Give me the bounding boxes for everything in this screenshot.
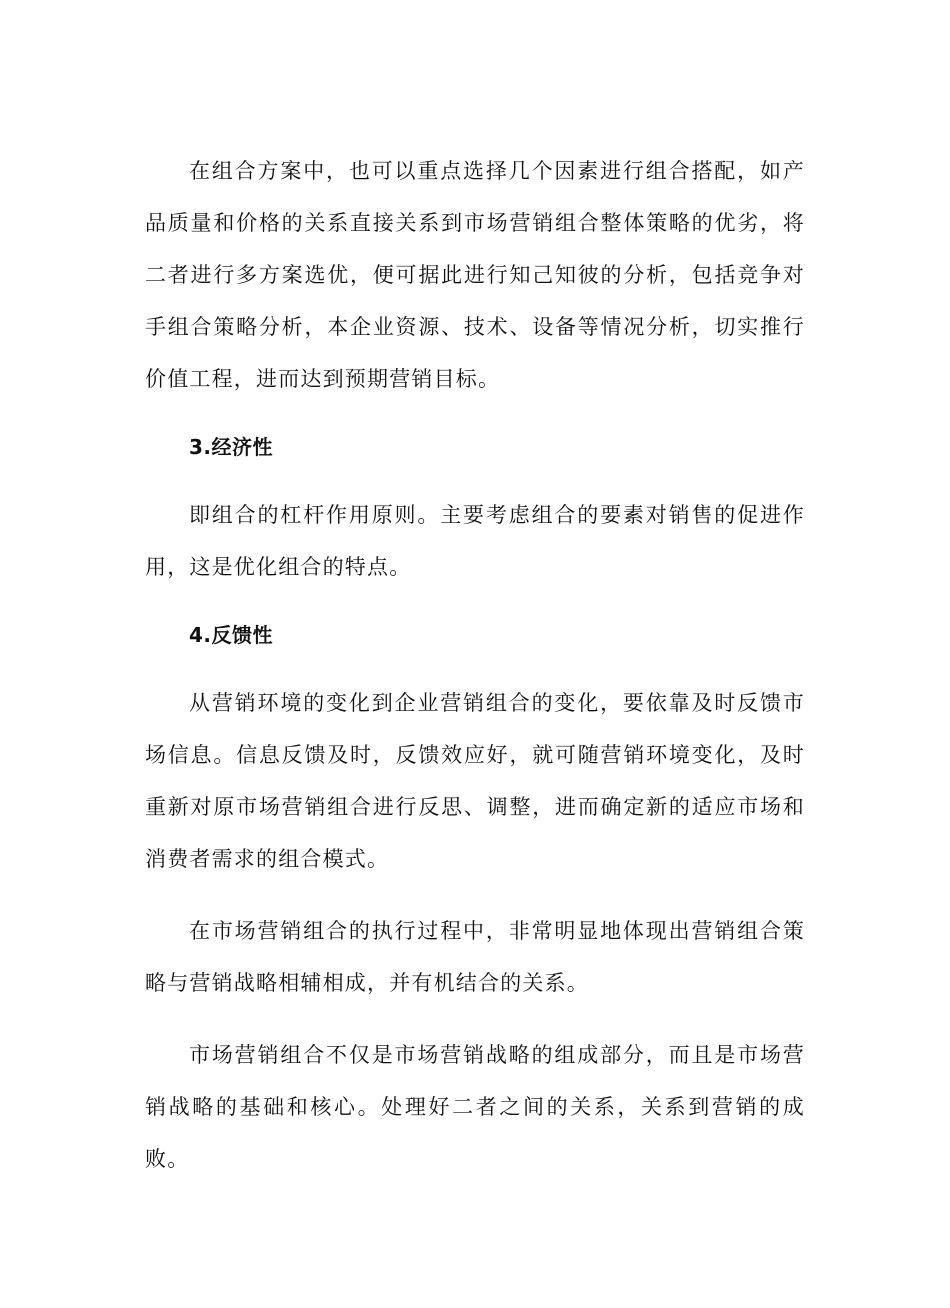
document-body: [145, 145, 805, 1185]
paragraph-feedback: 从营销环境的变化到企业营销组合的变化，要依靠及时反馈市场信息。信息反馈及时，反馈效应好，就可随营销环境变化，及时重新对原市场营销组合进行反思、调整，进而确定新的适应市场和消费者需求的组合模式。: [145, 691, 805, 871]
heading-feedback: 4.反馈性: [189, 623, 274, 647]
paragraph-combination-plan: 在组合方案中，也可以重点选择几个因素进行组合搭配，如产品质量和价格的关系直接关系到市场营销组合整体策略的优劣，将二者进行多方案选优，便可据此进行知己知彼的分析，包括竞争对手组合策略分析，本企业资源、技术、设备等情况分析，切实推行价值工程，进而达到预期营销目标。: [145, 159, 805, 391]
paragraph-leverage: 即组合的杠杆作用原则。主要考虑组合的要素对销售的促进作用，这是优化组合的特点。: [145, 503, 805, 579]
paragraph-strategy-core: 市场营销组合不仅是市场营销战略的组成部分，而且是市场营销战略的基础和核心。处理好二者之间的关系，关系到营销的成败。: [145, 1043, 805, 1171]
heading-economy: 3.经济性: [189, 435, 274, 459]
paragraph-execution: 在市场营销组合的执行过程中，非常明显地体现出营销组合策略与营销战略相辅相成，并有机结合的关系。: [145, 919, 805, 995]
